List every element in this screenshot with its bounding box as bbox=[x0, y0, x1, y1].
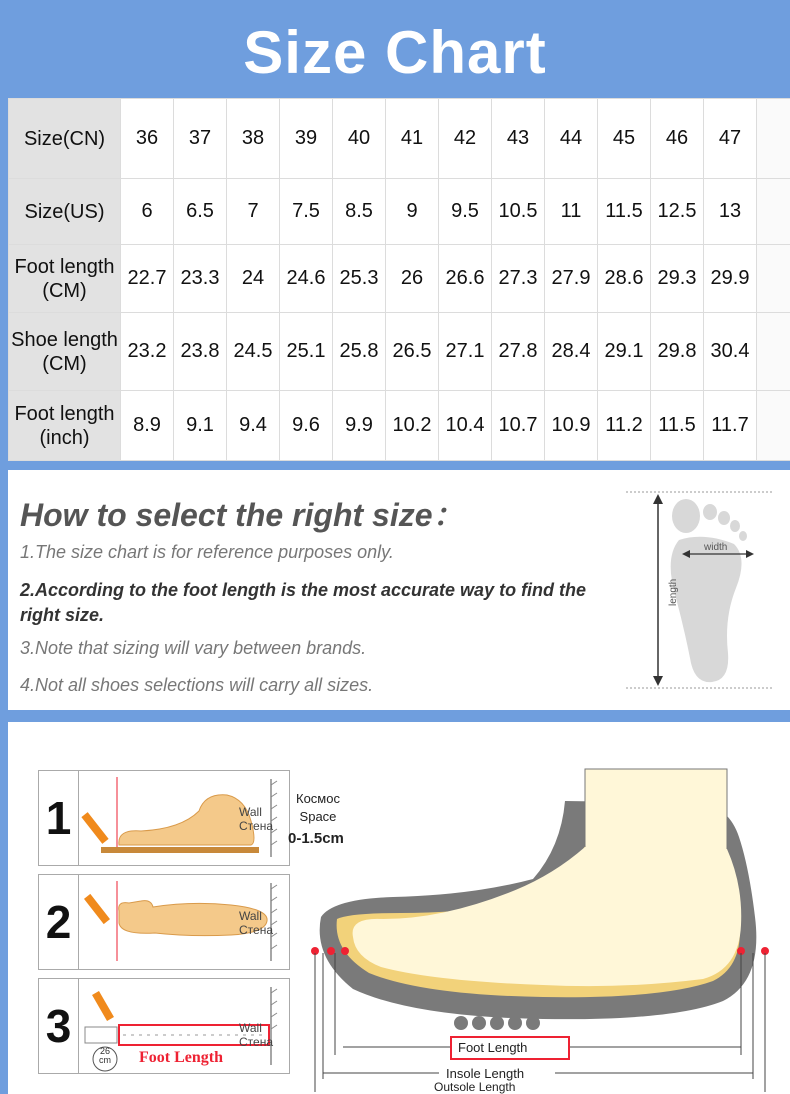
table-cell: 23.2 bbox=[121, 313, 174, 391]
table-cell: 9.9 bbox=[333, 391, 386, 461]
wall-label: Wall Стена bbox=[239, 805, 274, 833]
table-cell: 10.4 bbox=[439, 391, 492, 461]
table-cell: 27.1 bbox=[439, 313, 492, 391]
foot-length-label: Foot Length bbox=[458, 1040, 528, 1055]
table-cell: 29.3 bbox=[651, 245, 704, 313]
row-header bbox=[9, 179, 121, 245]
footprint-icon bbox=[671, 499, 747, 682]
empty-cell bbox=[757, 313, 790, 391]
table-cell: 29.1 bbox=[598, 313, 651, 391]
table-cell: 22.7 bbox=[121, 245, 174, 313]
measuring-guide-section bbox=[8, 722, 790, 1094]
table-cell: 10.5 bbox=[492, 179, 545, 245]
row-header-label: Foot length bbox=[14, 255, 115, 278]
table-cell: 27.9 bbox=[545, 245, 598, 313]
table-row bbox=[9, 313, 790, 391]
step-1-panel bbox=[38, 770, 290, 866]
tip-3: 3.Note that sizing will vary between brands. bbox=[20, 638, 367, 658]
table-cell: 27.3 bbox=[492, 245, 545, 313]
wall-label: Wall Стена bbox=[239, 1021, 274, 1049]
pen-icon bbox=[81, 812, 108, 844]
empty-cell bbox=[757, 391, 790, 461]
table-cell: 39 bbox=[280, 99, 333, 179]
row-header bbox=[9, 245, 121, 313]
row-header bbox=[9, 313, 121, 391]
step-3-panel bbox=[38, 978, 290, 1074]
foot-measure-figure bbox=[624, 488, 774, 693]
table-cell: 7 bbox=[227, 179, 280, 245]
space-label: Космос Space bbox=[296, 791, 340, 824]
table-cell: 24 bbox=[227, 245, 280, 313]
tip-2: 2.According to the foot length is the most accurate way to find the right size. bbox=[20, 580, 587, 625]
table-cell: 42 bbox=[439, 99, 492, 179]
table-cell: 44 bbox=[545, 99, 598, 179]
pen-icon bbox=[84, 894, 110, 924]
table-cell: 9.4 bbox=[227, 391, 280, 461]
row-header-unit: (CM) bbox=[42, 279, 87, 302]
empty-cell bbox=[757, 99, 790, 179]
table-cell: 27.8 bbox=[492, 313, 545, 391]
outsole-length-label: Outsole Length bbox=[434, 1080, 516, 1094]
row-header-label: Size(US) bbox=[24, 200, 105, 223]
table-cell: 11.7 bbox=[704, 391, 757, 461]
table-cell: 6.5 bbox=[174, 179, 227, 245]
page-title: Size Chart bbox=[243, 19, 547, 86]
table-cell: 11.5 bbox=[651, 391, 704, 461]
table-cell: 23.3 bbox=[174, 245, 227, 313]
table-row bbox=[9, 99, 790, 179]
table-cell: 43 bbox=[492, 99, 545, 179]
row-header-label: Foot length bbox=[14, 402, 115, 425]
wall-label: Wall Стена bbox=[239, 909, 274, 937]
table-cell: 9.1 bbox=[174, 391, 227, 461]
row-header bbox=[9, 99, 121, 179]
table-cell: 38 bbox=[227, 99, 280, 179]
table-cell: 36 bbox=[121, 99, 174, 179]
table-cell: 10.2 bbox=[386, 391, 439, 461]
how-to-title: How to select the right size： bbox=[20, 497, 465, 533]
row-header-unit: (inch) bbox=[39, 426, 90, 449]
table-cell: 30.4 bbox=[704, 313, 757, 391]
table-cell: 26.5 bbox=[386, 313, 439, 391]
table-cell: 40 bbox=[333, 99, 386, 179]
table-cell: 9.6 bbox=[280, 391, 333, 461]
step-2-panel bbox=[38, 874, 290, 970]
table-cell: 10.7 bbox=[492, 391, 545, 461]
row-header-unit: (CM) bbox=[42, 352, 87, 375]
table-cell: 28.6 bbox=[598, 245, 651, 313]
table-cell: 26 bbox=[386, 245, 439, 313]
table-cell: 24.5 bbox=[227, 313, 280, 391]
title-bar bbox=[0, 0, 790, 100]
ruler-value: 26 cm bbox=[99, 1046, 111, 1065]
table-cell: 7.5 bbox=[280, 179, 333, 245]
space-value: 0-1.5cm bbox=[288, 830, 344, 847]
table-cell: 11 bbox=[545, 179, 598, 245]
table-cell: 6 bbox=[121, 179, 174, 245]
table-row bbox=[9, 391, 790, 461]
table-cell: 25.1 bbox=[280, 313, 333, 391]
table-cell: 29.8 bbox=[651, 313, 704, 391]
table-cell: 41 bbox=[386, 99, 439, 179]
tip-4: 4.Not all shoes selections will carry all sizes. bbox=[20, 675, 374, 695]
table-cell: 12.5 bbox=[651, 179, 704, 245]
insole-length-label: Insole Length bbox=[446, 1066, 525, 1081]
table-cell: 25.3 bbox=[333, 245, 386, 313]
length-label: length bbox=[668, 578, 679, 606]
table-cell: 10.9 bbox=[545, 391, 598, 461]
row-header-label: Size(CN) bbox=[23, 127, 106, 150]
table-row bbox=[9, 245, 790, 313]
table-cell: 29.9 bbox=[704, 245, 757, 313]
step-3-foot-length-label: Foot Length bbox=[139, 1049, 223, 1066]
table-cell: 9 bbox=[386, 179, 439, 245]
table-cell: 8.9 bbox=[121, 391, 174, 461]
table-row bbox=[9, 179, 790, 245]
tip-1: 1.The size chart is for reference purposes only. bbox=[20, 542, 394, 562]
pen-icon bbox=[92, 991, 114, 1021]
table-cell: 9.5 bbox=[439, 179, 492, 245]
table-cell: 46 bbox=[651, 99, 704, 179]
empty-cell bbox=[757, 245, 790, 313]
table-cell: 28.4 bbox=[545, 313, 598, 391]
row-header bbox=[9, 391, 121, 461]
size-table bbox=[8, 98, 790, 461]
width-label: width bbox=[704, 542, 728, 553]
how-to-select-section bbox=[8, 470, 790, 710]
table-cell: 11.2 bbox=[598, 391, 651, 461]
step-2-number: 2 bbox=[39, 875, 79, 969]
step-3-number: 3 bbox=[39, 979, 79, 1073]
table-cell: 24.6 bbox=[280, 245, 333, 313]
table-cell: 37 bbox=[174, 99, 227, 179]
empty-cell bbox=[757, 179, 790, 245]
size-table-container bbox=[8, 98, 790, 460]
table-cell: 26.6 bbox=[439, 245, 492, 313]
table-cell: 8.5 bbox=[333, 179, 386, 245]
step-1-number: 1 bbox=[39, 771, 79, 865]
table-cell: 45 bbox=[598, 99, 651, 179]
table-cell: 23.8 bbox=[174, 313, 227, 391]
shoe-cross-section bbox=[293, 767, 783, 1092]
foot-side-icon bbox=[119, 795, 254, 845]
table-cell: 25.8 bbox=[333, 313, 386, 391]
table-cell: 47 bbox=[704, 99, 757, 179]
table-cell: 13 bbox=[704, 179, 757, 245]
table-cell: 11.5 bbox=[598, 179, 651, 245]
row-header-label: Shoe length bbox=[11, 328, 118, 351]
